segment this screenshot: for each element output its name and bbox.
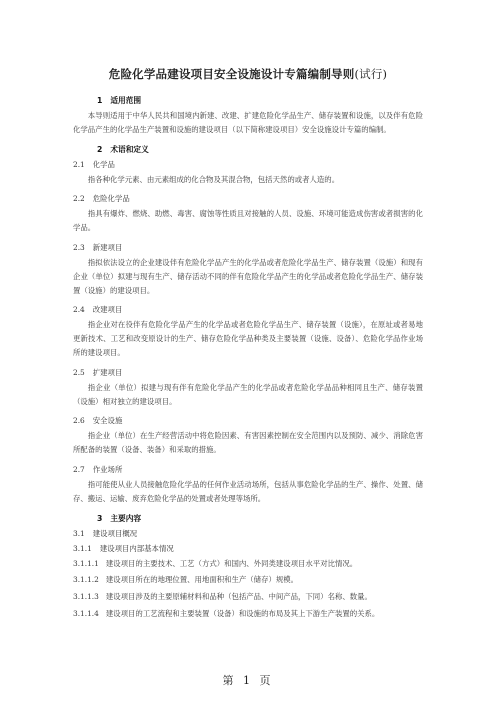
term-heading-2-1: 2.1 化学品 — [73, 159, 115, 169]
term-definition-2-6: 指企业（单位）在生产经营活动中将危险因素、有害因素控制在安全范围内以及预防、减少、消除危害所配备的装置（设备、装备）和采取的措施。 — [73, 431, 423, 455]
term-definition-2-4: 指企业对在役伴有危险化学品产生的化学品或者危险化学品生产、储存装置（设施），在原址或者易地更新技术、工艺和改变原设计的生产、储存危险化学品种类及主要装置（设施、设备）、危险化学品作业场所的建设项目。 — [73, 320, 423, 357]
section-title: 适用范围 — [110, 96, 142, 105]
clause-3-1-1-4: 3.1.1.4 建设项目的工艺流程和主要装置（设备）和设施的布局及其上下游生产装置的关系。 — [73, 608, 380, 618]
document-title-main: 危险化学品建设项目安全设施设计专篇编制导则 — [108, 67, 355, 81]
clause-3-1-1-2: 3.1.1.2 建设项目所在的地理位置、用地面积和生产（储存）规模。 — [73, 575, 299, 585]
term-definition-2-3: 指拟依法设立的企业建设伴有危险化学品产生的化学品或者危险化学品生产、储存装置（设施）和现有企业（单位）拟建与现有生产、储存活动不同的伴有危险化学品产生的化学品或者危险化学品生产、储存装置（设施）的建设项目。 — [73, 257, 423, 295]
section-number: 3 — [97, 513, 103, 523]
term-heading-2-5: 2.5 扩建项目 — [73, 367, 123, 377]
term-heading-2-6: 2.6 安全设施 — [73, 416, 123, 426]
section-title: 主要内容 — [110, 513, 142, 523]
term-definition-2-5: 指企业（单位）拟建与现有伴有危险化学品产生的化学品或者危险化学品品种相同且生产、储存装置（设施）相对独立的建设项目。 — [73, 382, 423, 406]
term-definition-2-7: 指可能使从业人员接触危险化学品的任何作业活动场所，包括从事危险化学品的生产、操作、处置、储存、搬运、运输、废弃危险化学品的处置或者处理等场所。 — [73, 479, 423, 503]
subsection-heading-3-1: 3.1 建设项目概况 — [73, 528, 138, 538]
term-heading-2-7: 2.7 作业场所 — [73, 464, 123, 474]
term-heading-2-4: 2.4 改建项目 — [73, 305, 123, 315]
section-number: 2 — [97, 144, 103, 154]
section-heading-3 — [73, 512, 423, 525]
section-1-paragraph: 本导则适用于中华人民共和国境内新建、改建、扩建危险化学品生产、储存装置和设施，以及伴有危险化学品产生的化学品生产装置和设施的建设项目（以下简称建设项目）安全设施设计专篇的编制。 — [73, 111, 423, 134]
section-title: 术语和定义 — [110, 144, 149, 154]
clause-3-1-1-3: 3.1.1.3 建设项目涉及的主要原辅材料和品种（包括产品、中间产品，下同）名称、数量。 — [73, 592, 372, 602]
clause-3-1-1-1: 3.1.1.1 建设项目的主要技术、工艺（方式）和国内、外同类建设项目水平对比情况。 — [73, 558, 358, 568]
term-heading-2-3: 2.3 新建项目 — [73, 242, 123, 252]
section-heading-1 — [73, 94, 423, 107]
page-number-footer: 第 1 页 — [222, 674, 274, 687]
section-heading-2 — [73, 143, 423, 156]
subsection-heading-3-1-1: 3.1.1 建设项目内部基本情况 — [73, 543, 174, 553]
document-title-suffix: (试行) — [354, 67, 388, 81]
document-title — [73, 66, 423, 82]
term-definition-2-2: 指具有爆炸、燃烧、助燃、毒害、腐蚀等性质且对接触的人员、设施、环境可能造成伤害或者损害的化学品。 — [73, 209, 423, 233]
section-number: 1 — [97, 96, 103, 105]
term-definition-2-1: 指各种化学元素、由元素组成的化合物及其混合物，包括天然的或者人造的。 — [87, 174, 340, 184]
term-heading-2-2: 2.2 危险化学品 — [73, 194, 130, 204]
